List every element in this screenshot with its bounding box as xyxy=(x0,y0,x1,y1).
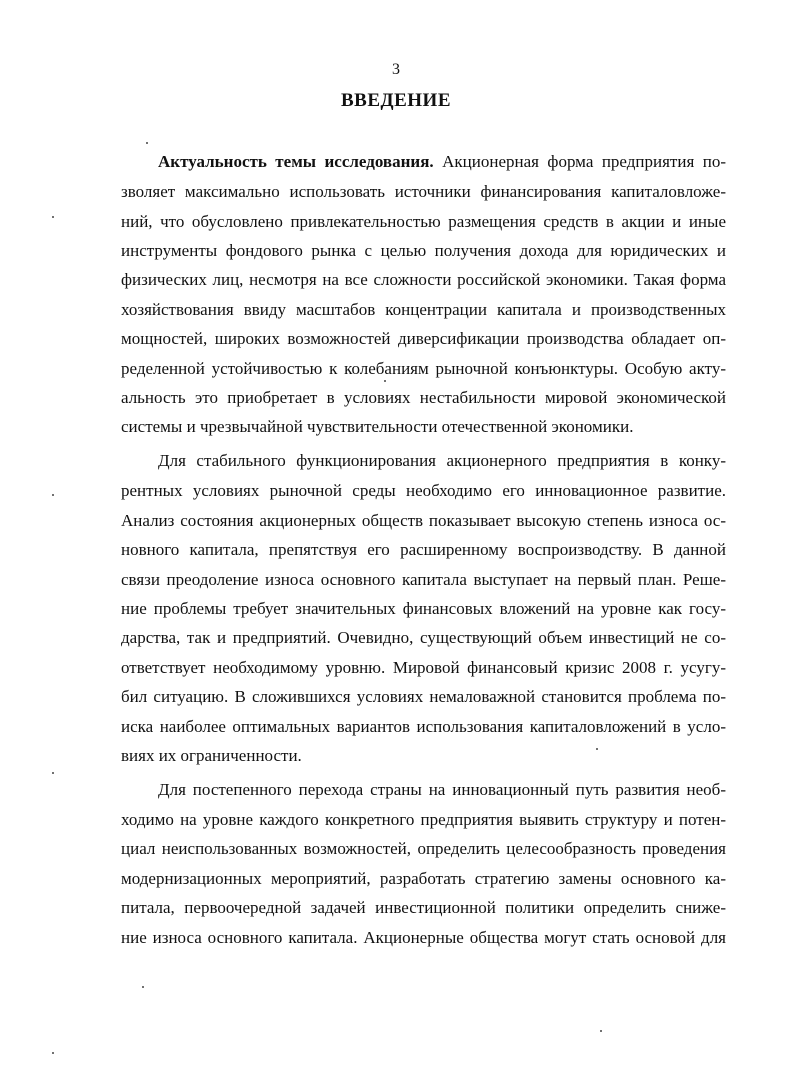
scan-speck xyxy=(52,216,54,218)
paragraph-text: Акционерная форма предприятия по- xyxy=(433,152,726,171)
scan-speck xyxy=(52,494,54,496)
paragraph-1-line: системы и чрезвычайной чувствительности отечественной экономики. xyxy=(121,417,634,436)
page-title: ВВЕДЕНИЕ xyxy=(341,90,451,111)
paragraph-2-line: виях их ограниченности. xyxy=(121,746,302,765)
scan-speck xyxy=(52,772,54,774)
paragraph-1-line: физических лиц, несмотря на все сложности российской экономики. Такая форма xyxy=(121,270,726,289)
paragraph-2-line: рентных условиях рыночной среды необходимо его инновационное развитие. xyxy=(121,481,726,500)
scan-speck xyxy=(384,380,386,382)
scan-speck xyxy=(146,142,148,144)
paragraph-3-line: модернизационных мероприятий, разработать стратегию замены основного ка- xyxy=(121,869,726,888)
paragraph-1-line: мощностей, широких возможностей диверсификации производства обладает оп- xyxy=(121,329,726,348)
paragraph-2-line: иска наиболее оптимальных вариантов использования капиталовложений в усло- xyxy=(121,717,726,736)
paragraph-2-line: бил ситуацию. В сложившихся условиях немаловажной становится проблема по- xyxy=(121,687,726,706)
paragraph-1-line-1 xyxy=(158,151,726,173)
paragraph-2-line: новного капитала, препятствуя его расширенному воспроизводству. В данной xyxy=(121,540,726,559)
paragraph-1-line: хозяйствования ввиду масштабов концентрации капитала и производственных xyxy=(121,300,726,319)
paragraph-2-line: дарства, так и предприятий. Очевидно, существующий объем инвестиций не со- xyxy=(121,628,726,647)
paragraph-1-line: ний, что обусловлено привлекательностью размещения средств в акции и иные xyxy=(121,212,726,231)
paragraph-1-line: зволяет максимально использовать источники финансирования капиталовложе- xyxy=(121,182,726,201)
paragraph-3-line: ние износа основного капитала. Акционерные общества могут стать основой для xyxy=(121,928,726,947)
paragraph-lead: Актуальность темы исследования. xyxy=(158,152,434,171)
paragraph-2-line: Для стабильного функционирования акционерного предприятия в конку- xyxy=(158,451,726,470)
paragraph-2-line: ние проблемы требует значительных финансовых вложений на уровне как госу- xyxy=(121,599,726,618)
paragraph-2-line: ответствует необходимому уровню. Мировой финансовый кризис 2008 г. усугу- xyxy=(121,658,726,677)
paragraph-1-line: ределенной устойчивостью к колебаниям рыночной конъюнктуры. Особую акту- xyxy=(121,359,726,378)
paragraph-2-line: связи преодоление износа основного капитала выступает на первый план. Реше- xyxy=(121,570,726,589)
scan-speck xyxy=(52,1052,54,1054)
scan-speck xyxy=(600,1030,602,1032)
paragraph-3-line: Для постепенного перехода страны на инновационный путь развития необ- xyxy=(158,780,726,799)
paragraph-2-line: Анализ состояния акционерных обществ показывает высокую степень износа ос- xyxy=(121,511,726,530)
paragraph-1-line: альность это приобретает в условиях нестабильности мировой экономической xyxy=(121,388,726,407)
paragraph-3-line: питала, первоочередной задачей инвестиционной политики определить сниже- xyxy=(121,898,726,917)
paragraph-3-line: ходимо на уровне каждого конкретного предприятия выявить структуру и потен- xyxy=(121,810,726,829)
scan-speck xyxy=(142,986,144,988)
scan-speck xyxy=(596,748,598,750)
page-number: 3 xyxy=(392,61,400,78)
paragraph-3-line: циал неиспользованных возможностей, определить целесообразность проведения xyxy=(121,839,726,858)
paragraph-1-line: инструменты фондового рынка с целью получения дохода для юридических и xyxy=(121,241,726,260)
